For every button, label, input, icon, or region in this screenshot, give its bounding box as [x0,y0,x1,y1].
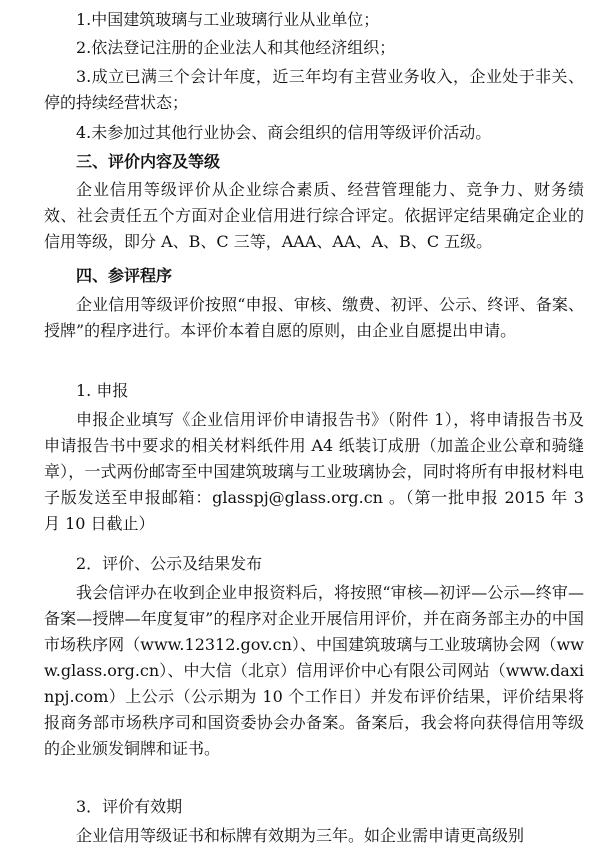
list-item-2: 2.依法登记注册的企业法人和其他经济组织； [76,38,396,57]
list-item-1: 1.中国建筑玻璃与工业玻璃行业从业单位； [76,10,380,29]
body-paragraph-validity: 企业信用等级证书和标牌有效期为三年。如企业需申请更高级别 [76,826,525,845]
body-paragraph-application: 申报企业填写《企业信用评价申请报告书》（附件 1），将申请报告书及申请报告书中要求的相关材料纸件用 A4 纸装订成册（加盖企业公章和骑缝章），一式两份邮寄至中国建筑玻璃与工业玻璃协会，同时将所有申报材料电子版发送至申报邮箱：glasspj@glass.org.cn 。（第一批申报 2015 年 3 月 10 日截止） [44,410,584,533]
subheading-publication: 2．评价、公示及结果发布 [76,554,263,573]
list-item-4: 4.未参加过其他行业协会、商会组织的信用等级评价活动。 [76,123,492,142]
body-paragraph-procedure: 企业信用等级评价按照“申报、审核、缴费、初评、公示、终评、备案、授牌”的程序进行。本评价本着自愿的原则，由企业自愿提出申请。 [44,295,584,340]
body-paragraph-evaluation: 企业信用等级评价从企业综合素质、经营管理能力、竞争力、财务绩效、社会责任五个方面对企业信用进行综合评定。依据评定结果确定企业的信用等级，即分 A、B、C 三等，AAA、AA、A、B、C 五级。 [44,180,584,251]
list-item-3: 3.成立已满三个会计年度，近三年均有主营业务收入，企业处于非关、停的持续经营状态； [44,67,584,112]
subheading-application: 1. 申报 [76,381,129,400]
body-paragraph-publication: 我会信评办在收到企业申报资料后，将按照“审核—初评—公示—终审—备案—授牌—年度复审”的程序对企业开展信用评价，并在商务部主办的中国市场秩序网（www.12312.gov.cn）、中国建筑玻璃与工业玻璃协会网（www.glass.org.cn）、中大信（北京）信用评价中心有限公司网站（www.daxinpj.com）上公示（公示期为 10 个工作日）并发布评价结果，评价结果将报商务部市场秩序司和国资委协会办备案。备案后，我会将向获得信用等级的企业颁发铜牌和证书。 [44,583,584,758]
subheading-validity: 3．评价有效期 [76,797,183,816]
section-heading-4: 四、参评程序 [76,266,173,285]
section-heading-3: 三、评价内容及等级 [76,152,221,171]
